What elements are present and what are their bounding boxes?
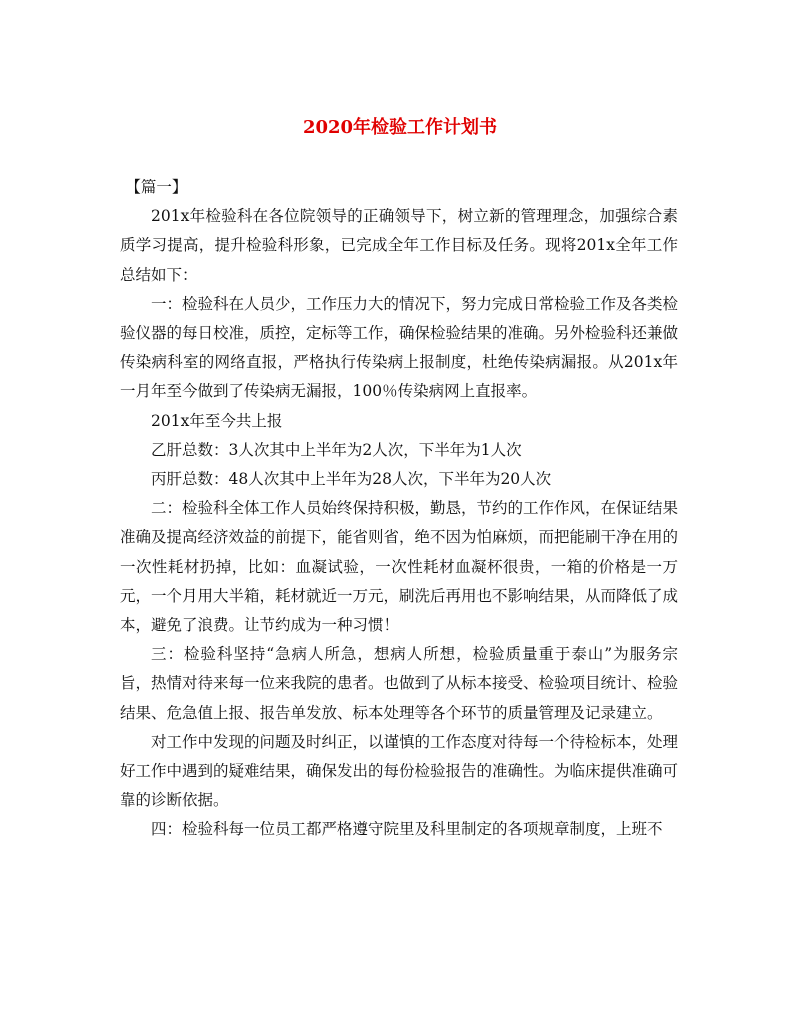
paragraph-correction: 对工作中发现的问题及时纠正，以谨慎的工作态度对待每一个待检标本，处理好工作中遇到的疑难结果，确保发出的每份检验报告的准确性。为临床提供准确可靠的诊断依据。: [120, 732, 679, 810]
document-body: [120, 173, 678, 845]
paragraph-item-3: 三：检验科坚持“急病人所急，想病人所想，检验质量重于泰山”为服务宗旨，热情对待来每一位来我院的患者。也做到了从标本接受、检验项目统计、检验结果、危急值上报、报告单发放、标本处理等各个环节的质量管理及记录建立。: [120, 645, 679, 722]
paragraph-intro: 201x年检验科在各位院领导的正确领导下，树立新的管理理念，加强综合素质学习提高，提升检验科形象，已完成全年工作目标及任务。现将201x全年工作总结如下：: [120, 207, 678, 284]
paragraph-item-4: 四：检验科每一位员工都严格遵守院里及科里制定的各项规章制度，上班不: [151, 820, 663, 839]
document-title: 2020年检验工作计划书: [302, 117, 498, 138]
paragraph-hepatitis-b: 乙肝总数：3人次其中上半年为2人次，下半年为1人次: [151, 440, 522, 459]
paragraph-item-2: 二：检验科全体工作人员始终保持积极，勤恳，节约的工作作风，在保证结果准确及提高经济效益的前提下，能省则省，绝不因为怕麻烦，而把能刷干净在用的一次性耗材扔掉，比如：血凝试验，一次性耗材血凝杯很贵，一箱的价格是一万元，一个月用大半箱，耗材就近一万元，刷洗后再用也不影响结果，从而降低了成本，避免了浪费。让节约成为一种习惯！: [120, 499, 679, 635]
section-label: 【篇一】: [125, 178, 188, 196]
paragraph-item-1: 一：检验科在人员少，工作压力大的情况下，努力完成日常检验工作及各类检验仪器的每日校准，质控，定标等工作，确保检验结果的准确。另外检验科还兼做传染病科室的网络直报，严格执行传染病上报制度，杜绝传染病漏报。从201x年一月年至今做到了传染病无漏报，100％传染病网上直报率。: [120, 294, 679, 401]
paragraph-hepatitis-c: 丙肝总数：48人次其中上半年为28人次，下半年为20人次: [151, 470, 552, 489]
paragraph-report-heading: 201x年至今共上报: [151, 411, 283, 430]
